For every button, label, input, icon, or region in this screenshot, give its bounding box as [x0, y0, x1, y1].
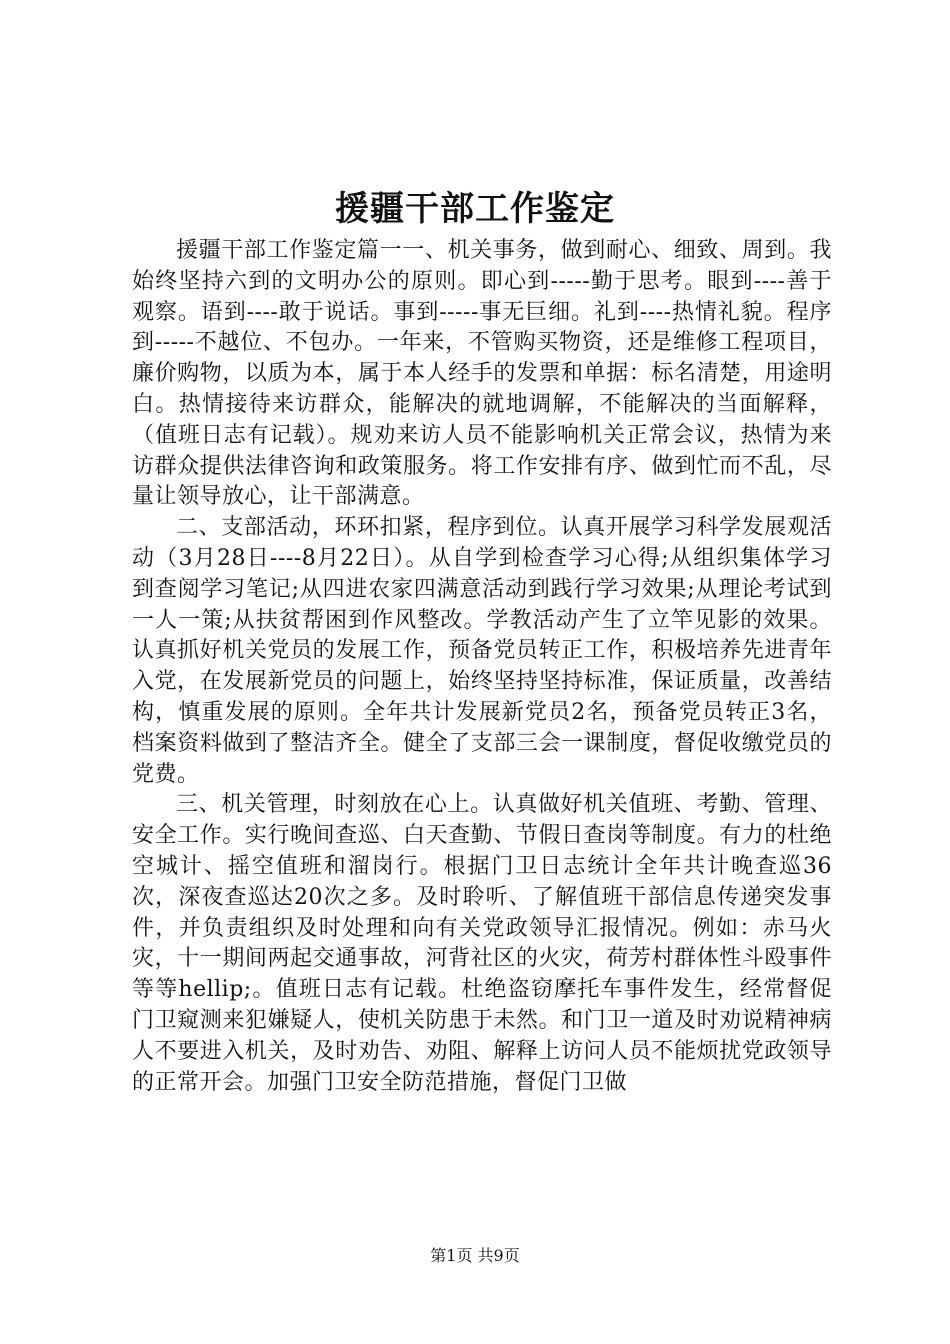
paragraph-1: 援疆干部工作鉴定篇一一、机关事务，做到耐心、细致、周到。我始终坚持六到的文明办公的原则。即心到-----勤于思考。眼到----善于观察。语到----敢于说话。事到-----事无巨细。礼到----热情礼貌。程序到-----不越位、不包办。一年来，不管购买物资，还是维修工程项目，廉价购物，以质为本，属于本人经手的发票和单据：标名清楚，用途明白。热情接待来访群众，能解决的就地调解，不能解决的当面解释，（值班日志有记载）。规劝来访人员不能影响机关正常会议，热情为来访群众提供法律咨询和政策服务。将工作安排有序、做到忙而不乱，尽量让领导放心，让干部满意。	[132, 238, 832, 510]
document-title: 援疆干部工作鉴定	[335, 189, 615, 229]
paragraph-3: 三、机关管理，时刻放在心上。认真做好机关值班、考勤、管理、安全工作。实行晚间查巡、白天查勤、节假日查岗等制度。有力的杜绝空城计、摇空值班和溜岗行。根据门卫日志统计全年共计晚查巡36次，深夜查巡达20次之多。及时聆听、了解值班干部信息传递突发事件，并负责组织及时处理和向有关党政领导汇报情况。例如：赤马火灾，十一期间两起交通事故，河背社区的火灾，荷芳村群体性斗殴事件等等hellip;。值班日志有记载。杜绝盗窃摩托车事件发生，经常督促门卫窥测来犯嫌疑人，使机关防患于未然。和门卫一道及时劝说精神病人不要进入机关，及时劝告、劝阻、解释上访问人员不能烦扰党政领导的正常开会。加强门卫安全防范措施，督促门卫做	[132, 792, 832, 1095]
page-number-footer: 第1页 共9页	[430, 1246, 520, 1265]
paragraph-2: 二、支部活动，环环扣紧，程序到位。认真开展学习科学发展观活动（3月28日----8月22日）。从自学到检查学习心得;从组织集体学习到查阅学习笔记;从四进农家四满意活动到践行学习效果;从理论考试到一人一策;从扶贫帮困到作风整改。学教活动产生了立竿见影的效果。认真抓好机关党员的发展工作，预备党员转正工作，积极培养先进青年入党，在发展新党员的问题上，始终坚持坚持标准，保证质量，改善结构，慎重发展的原则。全年共计发展新党员2名，预备党员转正3名，档案资料做到了整洁齐全。健全了支部三会一课制度，督促收缴党员的党费。	[132, 515, 832, 787]
document-body	[132, 236, 832, 1098]
